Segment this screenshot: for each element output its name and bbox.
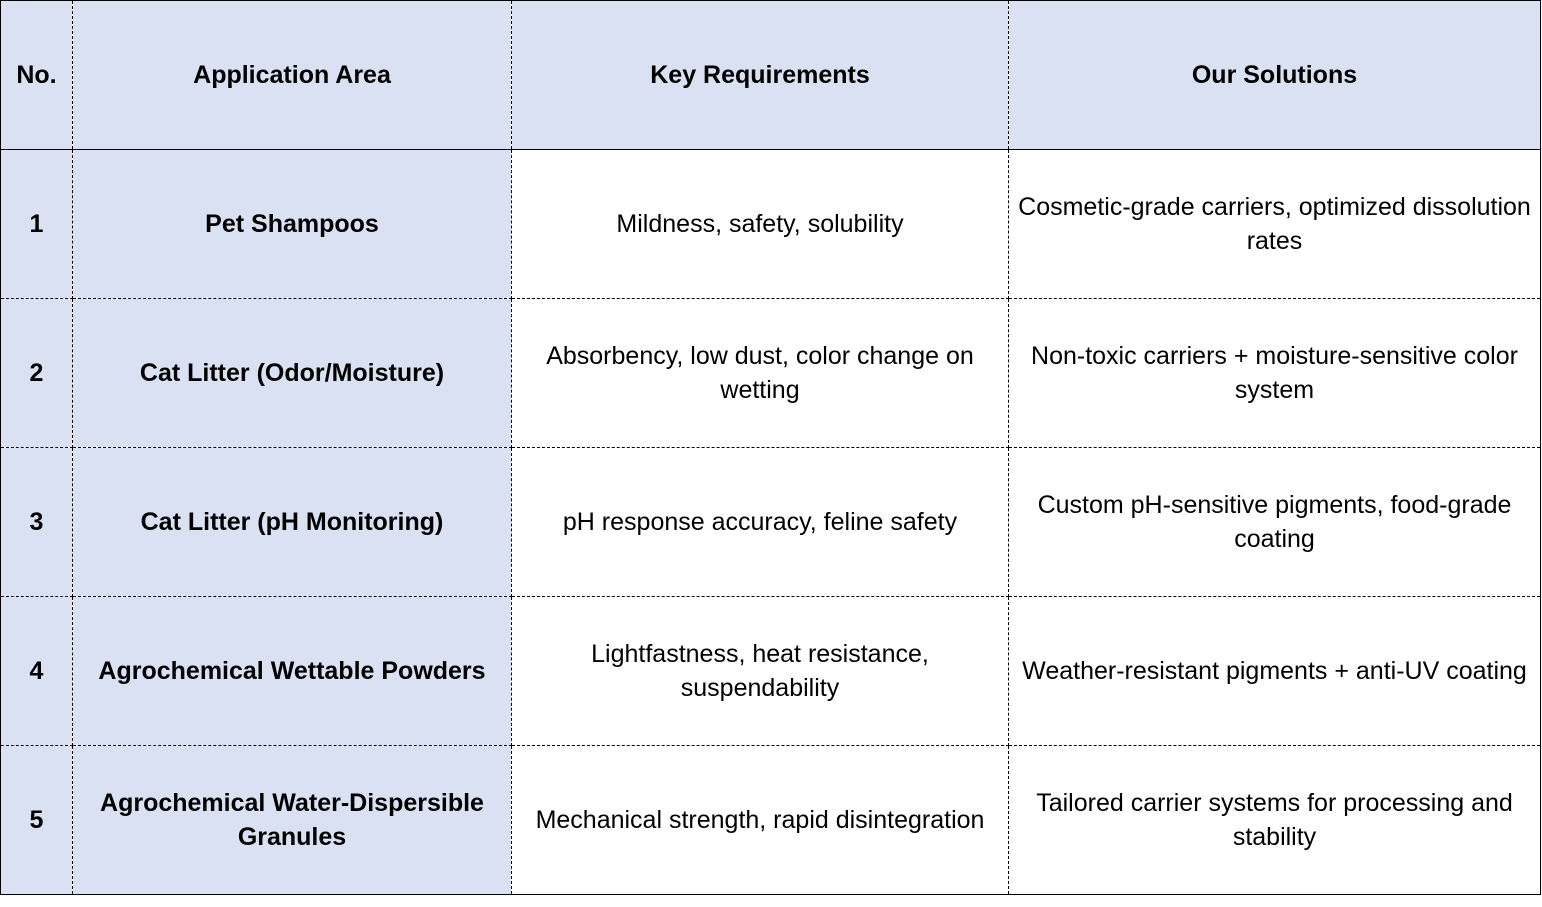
row-number: 5 bbox=[1, 746, 73, 895]
application-area-cell: Pet Shampoos bbox=[73, 150, 512, 299]
key-requirements-cell: Lightfastness, heat resistance, suspendability bbox=[512, 597, 1009, 746]
table-header-row bbox=[1, 1, 1541, 150]
row-number: 4 bbox=[1, 597, 73, 746]
table-row bbox=[1, 597, 1541, 746]
table-row bbox=[1, 150, 1541, 299]
our-solutions-cell: Tailored carrier systems for processing and stability bbox=[1009, 746, 1541, 895]
row-number: 1 bbox=[1, 150, 73, 299]
our-solutions-cell: Cosmetic-grade carriers, optimized dissolution rates bbox=[1009, 150, 1541, 299]
row-number: 3 bbox=[1, 448, 73, 597]
table-row bbox=[1, 448, 1541, 597]
table-row bbox=[1, 299, 1541, 448]
key-requirements-cell: Mildness, safety, solubility bbox=[512, 150, 1009, 299]
application-area-cell: Agrochemical Water-Dispersible Granules bbox=[73, 746, 512, 895]
application-area-cell: Cat Litter (Odor/Moisture) bbox=[73, 299, 512, 448]
our-solutions-cell: Custom pH-sensitive pigments, food-grade coating bbox=[1009, 448, 1541, 597]
header-no: No. bbox=[1, 1, 73, 150]
table-row bbox=[1, 746, 1541, 895]
header-key-requirements: Key Requirements bbox=[512, 1, 1009, 150]
our-solutions-cell: Non-toxic carriers + moisture-sensitive color system bbox=[1009, 299, 1541, 448]
our-solutions-cell: Weather-resistant pigments + anti-UV coating bbox=[1009, 597, 1541, 746]
application-area-cell: Cat Litter (pH Monitoring) bbox=[73, 448, 512, 597]
key-requirements-cell: Absorbency, low dust, color change on wetting bbox=[512, 299, 1009, 448]
key-requirements-cell: pH response accuracy, feline safety bbox=[512, 448, 1009, 597]
header-application-area: Application Area bbox=[73, 1, 512, 150]
row-number: 2 bbox=[1, 299, 73, 448]
key-requirements-cell: Mechanical strength, rapid disintegration bbox=[512, 746, 1009, 895]
application-area-cell: Agrochemical Wettable Powders bbox=[73, 597, 512, 746]
header-our-solutions: Our Solutions bbox=[1009, 1, 1541, 150]
